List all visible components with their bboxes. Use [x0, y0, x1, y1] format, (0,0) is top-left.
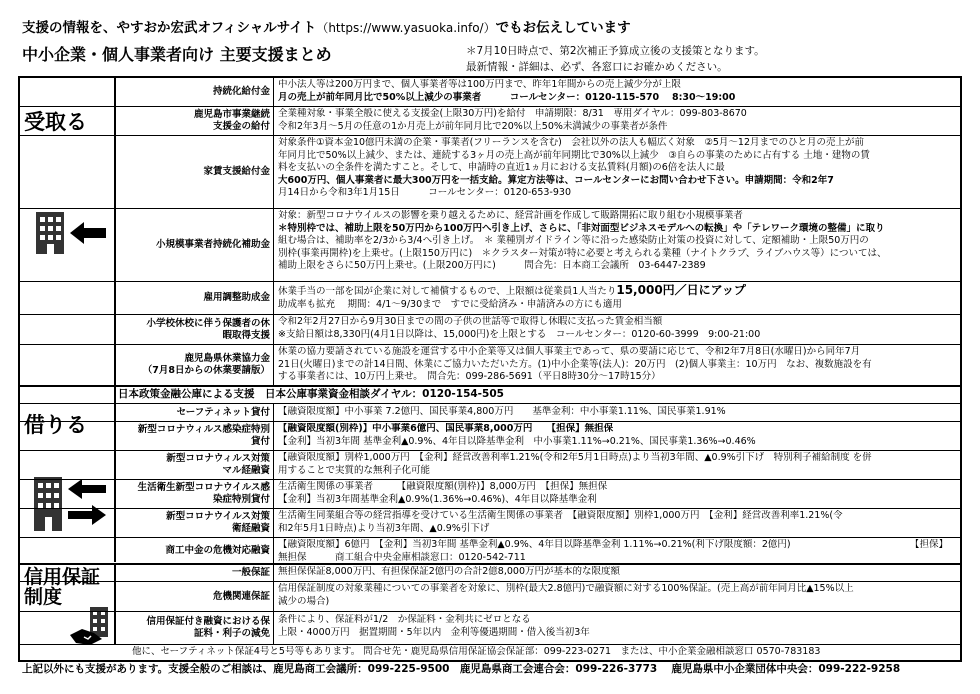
g3-line1: 条件により、保証料が1/2 か保証料・金利共にゼロとなる — [278, 614, 531, 625]
label-yachin-shien: 家賃支援給付金 — [116, 136, 274, 208]
r5-line1-emphasis: 15,000円／日にアップ — [616, 284, 746, 297]
content-kagoshima-shienkin — [276, 108, 958, 133]
r1-line2: 月の売上が前年同月比で50%以上減少の事業者 コールセンター：0120-115-570 8:30～19:00 — [278, 91, 736, 103]
guarantee-title-line1: 信用保証 — [24, 566, 101, 588]
content-safetynet-kashitsuke: 【融資限度額】中小事業 7.2億円、国民事業4,800万円 基準金利：中小事業1.11%、国民事業1.91% — [278, 406, 726, 417]
b4-label-line1: 生活衛生新型コロナウイルス感 — [137, 482, 270, 493]
label-ippan-hosho: 一般保証 — [116, 565, 274, 581]
r2-line1: 全業種対象・事業全般に使える支援金(上限30万円)を給付 申請期限：8/31 専用ダイヤル：099-803-8670 — [278, 108, 747, 119]
label-kyuko-kyuka — [116, 315, 274, 344]
content-corona-tokubetsu — [276, 423, 958, 448]
guarantee-title-line2: 制度 — [24, 586, 63, 608]
g2-line1: 信用保証制度の対象業種についての事業者を対象に、別枠(最大2.8億円)で融資額に対する100%保証。(売上高が前年同月比▲15%以上 — [278, 583, 854, 594]
content-ippan-hosho: 無担保保証8,000万円、有担保保証2億円の合計2億8,000万円が基本的な限度額 — [278, 566, 620, 577]
b2-label-line2: 貸付 — [250, 436, 270, 447]
b4-label-line2: 染症特別貸付 — [212, 494, 270, 505]
r5-line2: 助成率も拡充 期間：4/1～9/30まで すでに受給済み・申請済みの方にも適用 — [278, 298, 622, 310]
label-shokochukin: 商工中金の危機対応融資 — [116, 538, 274, 563]
r6-label-line2: 暇取得支援 — [222, 329, 270, 341]
content-kyuko-kyuka — [276, 316, 958, 341]
content-yachin-shien — [276, 137, 958, 200]
r7-line3: する事業者には、10万円上乗せ。 問合先：099-286-5691（平日8時30分～17時15分） — [278, 371, 661, 383]
r4-line1: 対象：新型コロナウイルスの影響を乗り越えるために、経営計画を作成して販路開拓に取り組む小規模事業者 — [278, 210, 743, 221]
content-marukei — [276, 452, 958, 477]
b5-label-line2: 衛経融資 — [231, 523, 270, 534]
b3-label-line1: 新型コロナウィルス対策 — [166, 453, 270, 464]
label-hoshoryo-genmen — [116, 612, 274, 644]
label-jizokuka-kyufukin: 持続化給付金 — [116, 78, 274, 106]
date-note-line1: ＊7月10日時点で、第2次補正予算成立後の支援策となります。 — [466, 45, 765, 57]
b3-label-line2: マル経融資 — [222, 465, 270, 476]
page-title: 中小企業・個人事業者向け 主要支援まとめ — [22, 45, 332, 64]
site-notice-prefix: 支援の情報を、やすおか宏武オフィシャルサイト — [22, 20, 317, 36]
r4-line2: ＊特別枠では、補助上限を50万円から100万円へ引き上げ、さらに、「非対面型ビジネスモデルへの転換」や「テレワーク環境の整備」に取り — [278, 222, 885, 234]
r6-line1: 令和2年2月27日から9月30日までの間の子供の世話等で取得し休暇に支払った賃金相当額 — [278, 316, 663, 327]
content-jizokuka-hojokin — [276, 210, 958, 273]
site-url[interactable]: （https://www.yasuoka.info/） — [316, 21, 496, 35]
label-kiki-kanren: 危機関連保証 — [116, 582, 274, 611]
label-marukei — [116, 451, 274, 479]
b5-line1: 生活衛生同業組合等の経営指導を受けている生活衛生関係の事業者 【融資限度額】別枠1,000万円 【金利】経営改善利率1.21%(令 — [278, 510, 843, 521]
label-seikatsu-eisei — [116, 480, 274, 508]
site-notice — [22, 16, 631, 36]
label-eikei — [116, 509, 274, 537]
label-corona-tokubetsu — [116, 422, 274, 450]
b2-line1: 【融資限度額(別枠)】中小事業6億円、国民事業8,000万円 【担保】無担保 — [278, 423, 614, 434]
b5-label-line1: 新型コロナウイルス対策 — [166, 511, 270, 522]
building-arrows-icon — [32, 473, 110, 533]
r2-line2: 令和2年3月～5月の任意の1か月売上が前年同月比で20%以上50%未満減少の事業者が条件 — [278, 120, 668, 132]
b3-line2: 用することで実質的な無利子化可能 — [278, 464, 431, 476]
content-eikei — [276, 510, 958, 535]
r3-line3: 料を支払いの全条件を満たすこと。そして、申請時の直近1ヵ月における支払賃料(月額)の6倍を法人に最 — [278, 162, 725, 174]
r4-line5: 補助上限をさらに50万円上乗せ。(上限200万円に) 問合先：日本商工会議所 03-6447-2389 — [278, 260, 706, 272]
r3-line5: 月14日から令和3年1月15日 コールセンター：0120-653-930 — [278, 187, 571, 199]
content-other-guarantee: 他に、セーフティネット保証4号と5号等もあります。 問合せ先・鹿児島県信用保証協会保証部：099-223-0271 または、中小企業金融相談窓口 0570-783183 — [132, 646, 821, 657]
r4-line3: 組む場合は、補助率を2/3から3/4へ引き上げ。 ＊ 業種別ガイドライン等に沿った感染防止対策の投資に対して、定額補助・上限50万円の — [278, 235, 869, 247]
date-note-line2: 最新情報・詳細は、必ず、各窓口にお確かめください。 — [466, 61, 728, 73]
section-divider — [20, 385, 960, 387]
r5-line1: 休業手当の一部を国が企業に対して補償するもので、上限額は従業員1人当たり — [278, 286, 617, 297]
borrow-header: 日本政策金融公庫による支援 日本公庫事業資金相談ダイヤル：0120-154-505 — [118, 388, 504, 400]
section-guarantee-title — [24, 567, 100, 607]
date-note — [466, 43, 765, 75]
g3-line2: 上限・4000万円 据置期間・5年以内 金利等優遇期間・借入後当初3年 — [278, 626, 590, 638]
r6-label-line1: 小学校休校に伴う保護者の休 — [146, 317, 270, 329]
label-jizokuka-hojokin: 小規模事業者持続化補助金 — [116, 209, 274, 281]
r3-line1: 対象条件①資本金10億円未満の企業・事業者(フリーランスを含む) 会社以外の法人も幅広く対象 ②5月～12月までのひと月の売上が前 — [278, 137, 865, 148]
section-receive — [20, 78, 116, 385]
r2-label-line1: 鹿児島市事業継続 — [193, 109, 270, 120]
r7-label-line2: （7月8日からの休業要請版） — [142, 365, 270, 376]
section-receive-title: 受取る — [24, 110, 87, 134]
content-kyugyo-kyoryokukin — [276, 346, 958, 384]
content-koyo-chosei — [276, 284, 958, 311]
label-kagoshima-shienkin — [116, 107, 274, 135]
g3-label-line1: 信用保証付き融資における保 — [146, 616, 270, 627]
g3-label-line2: 証料・利子の減免 — [193, 628, 270, 639]
b5-line2: 和2年5月1日時点)より当初3年間、▲0.9%引下げ — [278, 522, 490, 534]
content-kiki-kanren — [276, 583, 958, 608]
b2-label-line1: 新型コロナウィルス感染症特別 — [137, 424, 270, 435]
section-borrow-title: 借りる — [24, 413, 87, 437]
b4-line2: 【金利】当初3年間基準金利▲0.9%(1.36%→0.46%)、4年目以降基準金利 — [278, 493, 597, 505]
r2-label-line2: 支援金の給付 — [212, 121, 270, 132]
divider — [20, 644, 960, 645]
b3-line1: 【融資限度額】別枠1,000万円 【金利】経営改善利率1.21%(令和2年5月1日時点)より当初3年間、▲0.9%引下げ 特別利子補給制度 を併 — [278, 452, 872, 463]
section-borrow — [20, 387, 116, 562]
b6-line2: 無担保 商工組合中央金庫相談窓口：0120-542-711 — [278, 551, 526, 563]
g2-line2: 減少の場合) — [278, 595, 330, 607]
building-arrow-in-icon — [34, 210, 108, 256]
b6-line1: 【融資限度額】6億円 【金利】当初3年間 基準金利▲0.9%、4年目以降基準金利 1.11%→0.21%(利下げ限度額：2億円) — [278, 539, 791, 550]
r4-line4: 別枠(事業再開枠)を上乗せ。(上限150万円に) ＊クラスター対策が特に必要と考えられる業種（ナイトクラブ、ライブハウス等）については、 — [278, 247, 887, 259]
support-table — [18, 76, 962, 662]
footer-contacts: 上記以外にも支援があります。支援全般のご相談は、鹿児島商工会議所：099-225-9500 鹿児島県商工会連合会：099-226-3773 鹿児島県中小企業団体中央会：099-222-9258 — [22, 663, 901, 675]
label-koyo-chosei: 雇用調整助成金 — [116, 282, 274, 314]
section-guarantee — [20, 565, 116, 645]
content-jizokuka-kyufukin — [276, 79, 958, 104]
label-safetynet-kashitsuke: セーフティネット貸付 — [116, 404, 274, 421]
label-kyugyo-kyoryokukin — [116, 345, 274, 385]
r6-line2: ※支給日額は8,330円(4月1日以降は、15,000円)を上限とする コールセンター：0120-60-3999 9:00-21:00 — [278, 328, 761, 340]
site-notice-suffix: でもお伝えしています — [495, 20, 631, 36]
r7-line2: 21日(火曜日)までの計14日間、休業にご協力いただいた方。(1)中小企業等(法人)：20万円 (2)個人事業主：10万円 なお、複数施設を有 — [278, 358, 872, 370]
r1-line1: 中小法人等は200万円まで、個人事業者等は100万円まで、昨年1年間からの売上減少分が上限 — [278, 79, 681, 90]
b4-line1: 生活衛生関係の事業者 【融資限度額(別枠)】8,000万円 【担保】無担保 — [278, 481, 608, 492]
content-hoshoryo-genmen — [276, 614, 958, 639]
content-seikatsu-eisei — [276, 481, 958, 506]
b6-line1-collateral: 【担保】 — [909, 539, 948, 550]
r7-line1: 休業の協力要請されている施設を運営する中小企業等又は個人事業主であって、県の要請に応じて、令和2年7月8日(水曜日)から同年7月 — [278, 346, 861, 357]
b2-line2: 【金利】当初3年間 基準金利▲0.9%、4年目以降基準金利 中小事業1.11%→0.21%、国民事業1.36%→0.46% — [278, 435, 756, 447]
content-shokochukin — [276, 539, 958, 564]
r3-line2: 年同月比で50%以上減少、または、連続する3ヶ月の売上高が前年同期比で30%以上減少 ③自らの事業のために占有する 土地・建物の賃 — [278, 149, 870, 161]
r3-line4: 大600万円、個人事業者に最大300万円を一括支給。算定方法等は、コールセンターにお問い合わせ下さい。申請期間：令和2年7 — [278, 174, 834, 186]
r7-label-line1: 鹿児島県休業協力金 — [184, 353, 270, 364]
